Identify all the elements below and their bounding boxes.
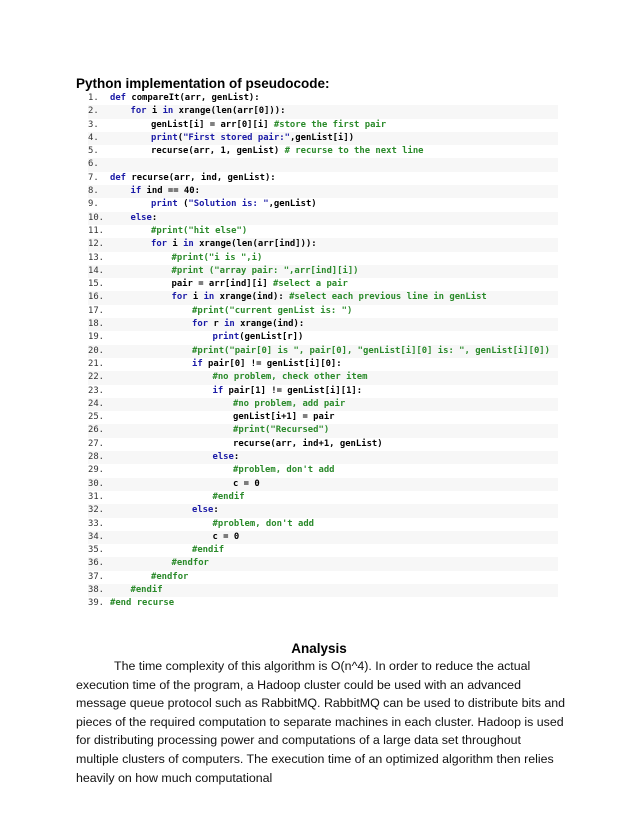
keyword-token: in	[224, 319, 241, 330]
line-number: 5.	[88, 146, 99, 157]
code-token: i	[172, 239, 184, 250]
line-number: 12.	[88, 239, 105, 250]
code-line	[88, 557, 558, 570]
code-line	[88, 597, 558, 610]
code-token: ,genList)	[268, 199, 317, 210]
code-text	[110, 319, 304, 329]
code-text	[110, 346, 550, 356]
code-line	[88, 571, 558, 584]
code-text	[110, 186, 200, 196]
code-token: recurse(arr, ind, genList):	[131, 172, 276, 183]
code-token: ,genList[i])	[289, 132, 355, 143]
analysis-body	[76, 657, 566, 787]
code-line	[88, 438, 558, 451]
code-text	[110, 558, 209, 568]
comment-token: #print("Recursed")	[233, 425, 330, 436]
line-number: 19.	[88, 332, 105, 343]
code-token: compareIt(arr, genList):	[131, 93, 260, 103]
code-line	[88, 385, 558, 398]
code-token: recurse(arr, 1, genList)	[151, 146, 285, 157]
code-text	[110, 359, 342, 369]
code-text	[110, 372, 367, 382]
line-number: 13.	[88, 252, 105, 263]
line-number: 37.	[88, 571, 105, 582]
line-number: 11.	[88, 225, 105, 236]
keyword-token: def	[110, 93, 132, 103]
keyword-token: if	[130, 186, 147, 197]
code-line	[88, 198, 558, 211]
code-line	[88, 291, 558, 304]
code-line	[88, 345, 558, 358]
code-text	[110, 292, 487, 302]
analysis-title: Analysis	[291, 641, 347, 656]
code-line	[88, 252, 558, 265]
keyword-token: else	[192, 505, 214, 516]
code-token: pair[0] != genList[i][0]:	[208, 358, 342, 369]
comment-token: #endif	[130, 584, 163, 595]
comment-token: #print("pair[0] is ", pair[0], "genList[i][0] is: ", genList[i][0])	[192, 345, 550, 356]
code-line	[88, 398, 558, 411]
code-text	[110, 452, 239, 462]
section-heading: Python implementation of pseudocode:	[76, 76, 330, 91]
code-token: i	[192, 292, 204, 303]
code-line	[88, 424, 558, 437]
keyword-token: for	[130, 106, 152, 117]
code-token: xrange(ind):	[240, 319, 305, 330]
code-line	[88, 358, 558, 371]
line-number: 36.	[88, 558, 105, 569]
comment-token: #endif	[192, 545, 225, 556]
comment-token: #no problem, add pair	[233, 398, 346, 409]
code-line	[88, 411, 558, 424]
code-token: xrange(len(arr[0])):	[178, 106, 286, 117]
line-number: 31.	[88, 491, 105, 502]
code-line	[88, 318, 558, 331]
code-text	[110, 306, 352, 316]
keyword-token: for	[192, 319, 214, 330]
keyword-token: in	[203, 292, 220, 303]
code-text	[110, 226, 247, 236]
code-text	[110, 239, 317, 249]
analysis-paragraph: The time complexity of this algorithm is O(n^4). In order to reduce the actual execution time of the program, a Hadoop cluster could be used with an advanced message queue protocol such as RabbitMQ. RabbitMQ can be used to distribute bits and pieces of the required computation to separate machines in each cluster. Hadoop is used for distributing processing power and computations of a large data set throughout multiple clusters of computers. The execution time of an optimized algorithm then relies heavily on how much computational	[76, 659, 566, 785]
comment-token: #no problem, check other item	[212, 372, 368, 383]
code-token: :	[233, 452, 240, 463]
comment-token: #store the first pair	[273, 119, 387, 130]
code-text	[110, 598, 174, 608]
code-line	[88, 119, 558, 132]
code-token: r	[213, 319, 225, 330]
line-number: 35.	[88, 545, 105, 556]
line-number: 16.	[88, 292, 105, 303]
code-line	[88, 278, 558, 291]
code-token: pair[1] != genList[i][1]:	[228, 385, 363, 396]
code-text	[110, 386, 362, 396]
code-text	[110, 545, 224, 555]
code-line	[88, 158, 558, 171]
keyword-token: print	[212, 332, 240, 343]
comment-token: #endfor	[151, 571, 189, 582]
code-text	[110, 93, 260, 103]
code-text	[110, 146, 424, 156]
line-number: 32.	[88, 505, 105, 516]
line-number: 28.	[88, 452, 105, 463]
code-line	[88, 544, 558, 557]
comment-token: #select each previous line in genList	[289, 292, 487, 303]
code-token: xrange(ind):	[219, 292, 290, 303]
code-text	[110, 332, 303, 342]
keyword-token: else	[130, 212, 152, 223]
code-line	[88, 504, 558, 517]
code-line	[88, 491, 558, 504]
code-text	[110, 213, 157, 223]
code-line	[88, 478, 558, 491]
line-number: 38.	[88, 584, 105, 595]
code-text	[110, 133, 354, 143]
keyword-token: if	[192, 358, 209, 369]
comment-token: #print("current genList is: ")	[192, 305, 353, 316]
comment-token: #print("i is ",i)	[171, 252, 263, 263]
code-text	[110, 492, 245, 502]
code-text	[110, 120, 386, 130]
comment-token: #print ("array pair: ",arr[ind][i])	[171, 265, 359, 276]
code-token: i	[151, 106, 163, 117]
line-number: 17.	[88, 305, 105, 316]
code-line	[88, 172, 558, 185]
keyword-token: for	[151, 239, 173, 250]
code-text	[110, 279, 348, 289]
line-number: 22.	[88, 372, 105, 383]
code-text	[110, 532, 239, 542]
line-number: 33.	[88, 518, 105, 529]
keyword-token: else	[212, 452, 234, 463]
code-text	[110, 106, 285, 116]
code-text	[110, 412, 335, 422]
line-number: 20.	[88, 345, 105, 356]
string-token: "Solution is: "	[188, 199, 269, 210]
code-line	[88, 464, 558, 477]
line-number: 24.	[88, 398, 105, 409]
code-token: pair = arr[ind][i]	[171, 279, 274, 290]
keyword-token: for	[171, 292, 193, 303]
line-number: 1.	[88, 93, 99, 103]
code-token: :	[213, 505, 219, 516]
line-number: 3.	[88, 119, 99, 130]
code-line	[88, 305, 558, 318]
code-line	[88, 132, 558, 145]
keyword-token: in	[162, 106, 179, 117]
line-number: 23.	[88, 385, 105, 396]
code-listing	[88, 92, 558, 611]
line-number: 18.	[88, 319, 105, 330]
line-number: 2.	[88, 106, 99, 117]
code-token: xrange(len(arr[ind])):	[199, 239, 317, 250]
line-number: 4.	[88, 132, 99, 143]
code-token: (	[177, 132, 184, 143]
comment-token: #print("hit else")	[151, 225, 248, 236]
code-line	[88, 584, 558, 597]
string-token: "First stored pair:"	[183, 132, 290, 143]
keyword-token: print	[151, 132, 178, 143]
line-number: 10.	[88, 212, 105, 223]
code-token: :	[151, 212, 158, 223]
line-number: 8.	[88, 186, 99, 197]
code-line	[88, 451, 558, 464]
line-number: 14.	[88, 265, 105, 276]
line-number: 29.	[88, 465, 105, 476]
code-text	[110, 572, 188, 582]
line-number: 15.	[88, 279, 105, 290]
code-line	[88, 92, 558, 105]
code-text	[110, 479, 260, 489]
code-text	[110, 505, 219, 515]
line-number: 25.	[88, 412, 105, 423]
code-text	[110, 425, 329, 435]
comment-token: #problem, don't add	[233, 465, 335, 476]
code-line	[88, 145, 558, 158]
code-text	[110, 519, 314, 529]
comment-token: #select a pair	[273, 279, 348, 290]
code-line	[88, 331, 558, 344]
comment-token: #problem, don't add	[212, 518, 315, 529]
code-text	[110, 439, 383, 449]
keyword-token: if	[212, 385, 229, 396]
line-number: 9.	[88, 199, 99, 210]
code-token: (genList[r])	[239, 332, 304, 343]
code-text	[110, 266, 359, 276]
line-number: 26.	[88, 425, 105, 436]
line-number: 39.	[88, 598, 105, 609]
code-line	[88, 185, 558, 198]
code-token: ind == 40:	[146, 186, 200, 197]
code-line	[88, 212, 558, 225]
code-text	[110, 173, 276, 183]
code-line	[88, 265, 558, 278]
comment-token: #end recurse	[110, 598, 175, 609]
code-token: recurse(arr, ind+1, genList)	[233, 438, 383, 449]
line-number: 21.	[88, 358, 105, 369]
code-line	[88, 371, 558, 384]
code-token: c = 0	[233, 478, 260, 489]
code-text	[110, 465, 335, 475]
keyword-token: def	[110, 172, 132, 183]
code-text	[110, 399, 345, 409]
comment-token: # recurse to the next line	[284, 146, 424, 157]
code-line	[88, 225, 558, 238]
code-text	[110, 253, 262, 263]
code-token: genList[i] = arr[0][i]	[151, 119, 274, 130]
keyword-token: in	[183, 239, 200, 250]
line-number: 6.	[88, 159, 99, 170]
code-token: c = 0	[212, 531, 240, 542]
line-number: 34.	[88, 531, 105, 542]
code-line	[88, 518, 558, 531]
code-line	[88, 531, 558, 544]
code-token: (	[183, 199, 189, 210]
code-line	[88, 238, 558, 251]
comment-token: #endif	[212, 491, 245, 502]
comment-token: #endfor	[171, 558, 209, 569]
line-number: 7.	[88, 172, 99, 183]
code-text	[110, 199, 317, 209]
code-text	[110, 585, 163, 595]
line-number: 30.	[88, 478, 105, 489]
keyword-token: print	[151, 199, 184, 210]
code-token: genList[i+1] = pair	[233, 412, 335, 423]
line-number: 27.	[88, 438, 105, 449]
code-line	[88, 105, 558, 118]
